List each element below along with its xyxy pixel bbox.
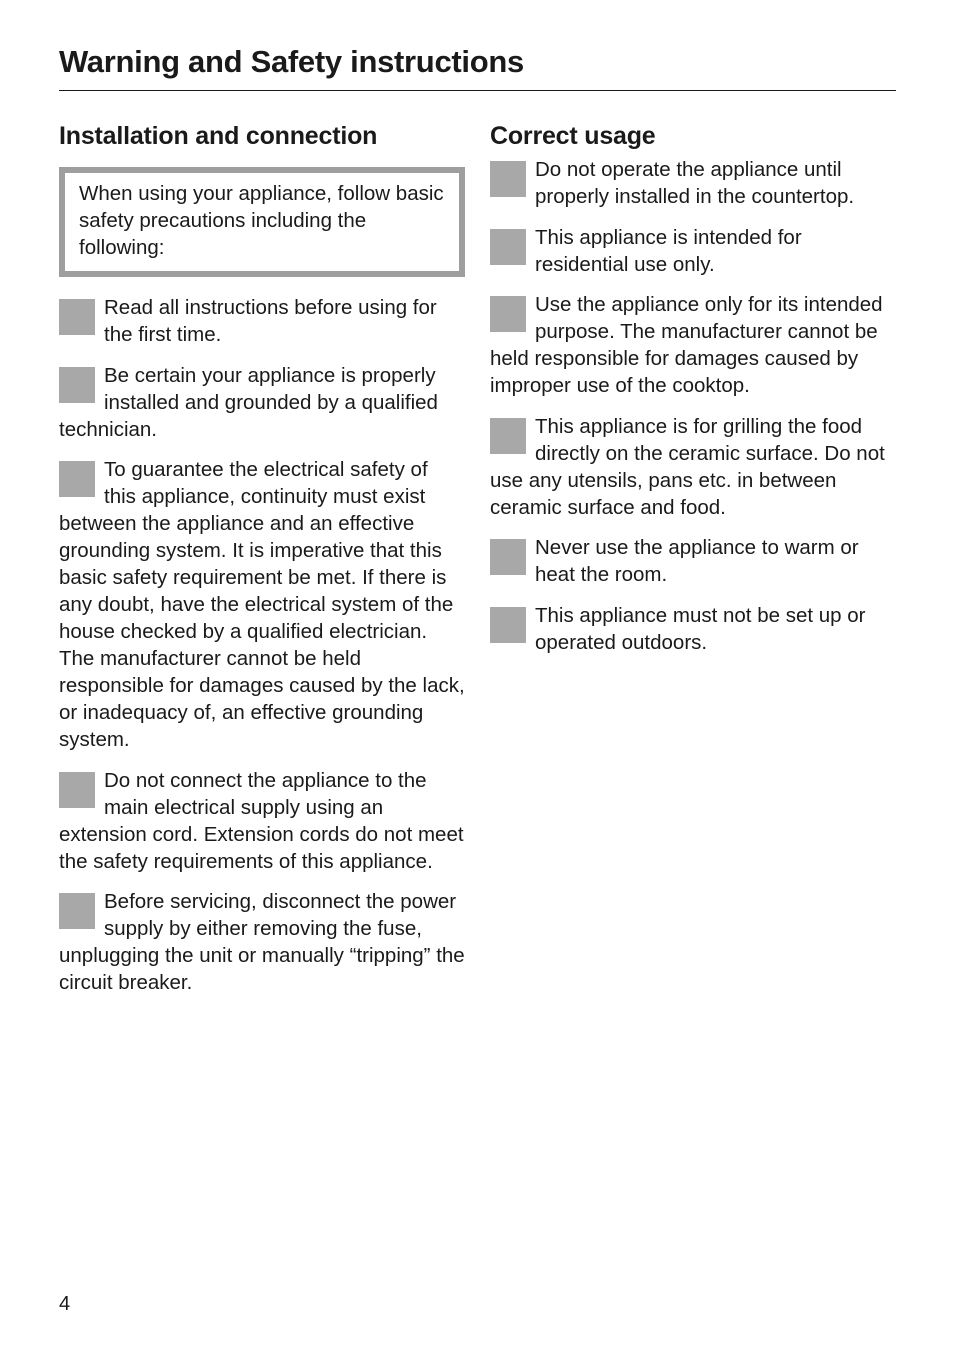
- list-item: [59, 767, 465, 875]
- list-item: [59, 456, 465, 753]
- list-item-text: Never use the appliance to warm or heat the room.: [535, 536, 859, 586]
- list-item: [490, 534, 896, 588]
- list-item: [490, 156, 896, 210]
- list-item: [59, 362, 465, 443]
- page-title: Warning and Safety instructions: [59, 44, 524, 79]
- installation-heading: Installation and connection: [59, 122, 378, 150]
- bullet-square-icon: [59, 299, 95, 335]
- installation-section: [59, 118, 465, 1010]
- bullet-square-icon: [490, 607, 526, 643]
- list-item-text: This appliance is for grilling the food directly on the ceramic surface. Do not use any utensils, pans etc. in between ceramic surface and food.: [490, 414, 885, 519]
- bullet-square-icon: [490, 229, 526, 265]
- correct-usage-section: [490, 118, 896, 669]
- bullet-square-icon: [490, 161, 526, 197]
- list-item: [59, 294, 465, 348]
- list-item-text: Be certain your appliance is properly installed and grounded by a qualified technician.: [59, 363, 438, 441]
- list-item-text: This appliance must not be set up or operated outdoors.: [535, 603, 866, 654]
- list-item-text: Do not connect the appliance to the main electrical supply using an extension cord. Extension cords do not meet the safety requirements of this appliance.: [59, 768, 464, 873]
- safety-notice-box: When using your appliance, follow basic safety precautions including the following:: [59, 167, 465, 277]
- bullet-square-icon: [490, 296, 526, 332]
- list-item: [59, 888, 465, 996]
- list-item: [490, 602, 896, 656]
- bullet-square-icon: [59, 367, 95, 403]
- bullet-square-icon: [59, 772, 95, 808]
- list-item-text: Before servicing, disconnect the power supply by either removing the fuse, unplugging the unit or manually “tripping” the circuit breaker.: [59, 890, 465, 994]
- list-item-text: This appliance is intended for residential use only.: [535, 225, 802, 276]
- list-item-text: Use the appliance only for its intended purpose. The manufacturer cannot be held responsible for damages caused by improper use of the cooktop.: [490, 293, 883, 397]
- correct-usage-heading: Correct usage: [490, 122, 656, 150]
- page-number: 4: [59, 1293, 71, 1315]
- installation-list: [59, 294, 465, 996]
- list-item: [490, 224, 896, 278]
- bullet-square-icon: [59, 461, 95, 497]
- list-item-text: To guarantee the electrical safety of this appliance, continuity must exist between the appliance and an effective grounding system. It is imperative that this basic safety requirement be met. If there is any doubt, have the electrical system of the house checked by a qualified electrician. The manufacturer cannot be held responsible for damages caused by the lack, or inadequacy of, an effective grounding system.: [59, 458, 465, 751]
- title-divider: [59, 90, 896, 91]
- list-item-text: Read all instructions before using for the first time.: [104, 296, 437, 346]
- bullet-square-icon: [59, 893, 95, 929]
- list-item-text: Do not operate the appliance until properly installed in the countertop.: [535, 158, 855, 208]
- list-item: [490, 291, 896, 399]
- bullet-square-icon: [490, 539, 526, 575]
- list-item: [490, 413, 896, 521]
- bullet-square-icon: [490, 418, 526, 454]
- correct-usage-list: [490, 156, 896, 656]
